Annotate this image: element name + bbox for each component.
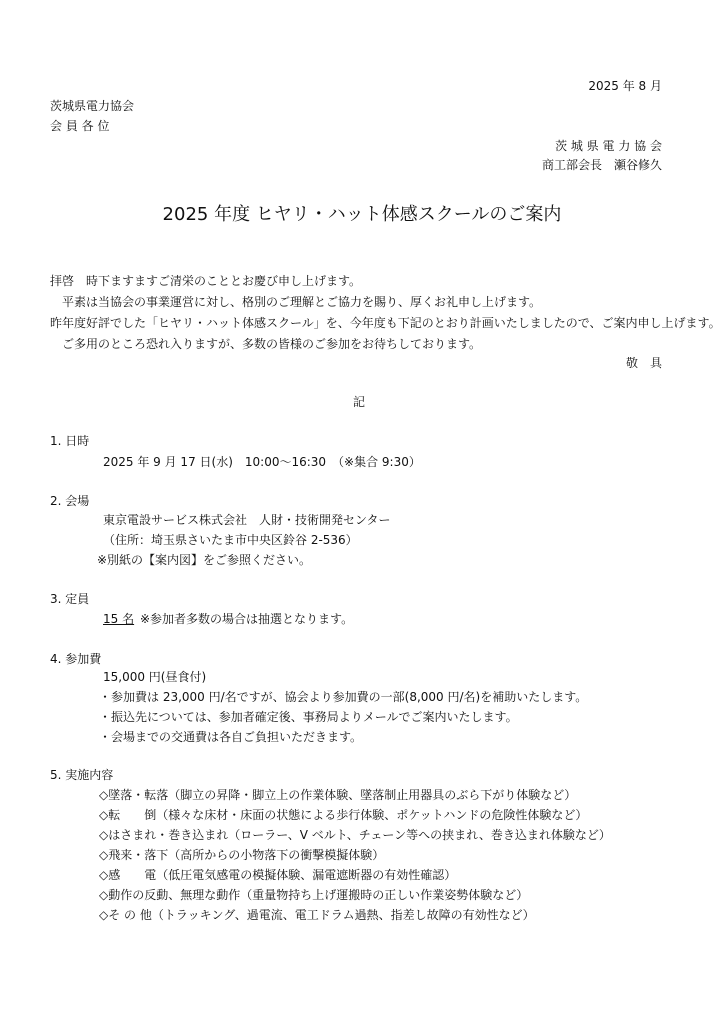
greeting-line-3: 昨年度好評でした「ヒヤリ・ハット体感スクール」を、今年度も下記のとおり計画いたしましたので、ご案内申し上げます。 xyxy=(50,316,721,330)
venue-note: ※別紙の【案内図】をご参照ください。 xyxy=(97,553,312,567)
content-item: ◇そ の 他（トラッキング、過電流、電工ドラム過熱、指差し故障の有効性など） xyxy=(99,908,535,922)
section-datetime-heading: 1. 日時 xyxy=(50,434,90,448)
recipient-org: 茨城県電力協会 xyxy=(50,99,135,113)
capacity-count: 15 名 xyxy=(103,612,135,626)
ki-mark: 記 xyxy=(353,395,366,409)
fee-amount: 15,000 円(昼食付) xyxy=(103,670,207,684)
greeting-line-4: ご多用のところ恐れ入りますが、多数の皆様のご参加をお待ちしております。 xyxy=(50,337,482,351)
content-item: ◇動作の反動、無理な動作（重量物持ち上げ運搬時の正しい作業姿勢体験など） xyxy=(99,888,529,902)
section-content-heading: 5. 実施内容 xyxy=(50,768,114,782)
greeting-line-1: 拝啓 時下ますますご清栄のこととお慶び申し上げます。 xyxy=(50,274,362,288)
datetime-value: 2025 年 9 月 17 日(水) 10:00～16:30 （※集合 9:30） xyxy=(103,455,421,469)
sender-person: 商工部会長 瀬谷修久 xyxy=(541,158,662,172)
section-venue-heading: 2. 会場 xyxy=(50,494,90,508)
sender-org: 茨 城 県 電 力 協 会 xyxy=(555,139,662,153)
greeting-line-2: 平素は当協会の事業運営に対し、格別のご理解とご協力を賜り、厚くお礼申し上げます。 xyxy=(50,295,542,309)
content-item: ◇はさまれ・巻き込まれ（ローラー、V ベルト、チェーン等への挟まれ、巻き込まれ体験など） xyxy=(99,828,611,842)
document-title: 2025 年度 ヒヤリ・ハット体感スクールのご案内 xyxy=(162,204,562,225)
section-fee-heading: 4. 参加費 xyxy=(50,652,102,666)
fee-note-1: ・参加費は 23,000 円/名ですが、協会より参加費の一部(8,000 円/名)を補助いたします。 xyxy=(99,690,588,704)
issue-date: 2025 年 8 月 xyxy=(588,79,662,93)
recipient-members: 会 員 各 位 xyxy=(50,119,110,133)
content-item: ◇転 倒（様々な床材・床面の状態による歩行体験、ポケットハンドの危険性体験など） xyxy=(99,808,588,822)
capacity-note: ※参加者多数の場合は抽選となります。 xyxy=(140,612,354,626)
fee-note-2: ・振込先については、参加者確定後、事務局よりメールでご案内いたします。 xyxy=(99,710,518,724)
venue-address: （住所：埼玉県さいたま市中央区鈴谷 2-536） xyxy=(103,533,358,547)
content-item: ◇感 電（低圧電気感電の模擬体験、漏電遮断器の有効性確認） xyxy=(99,868,457,882)
content-item: ◇墜落・転落（脚立の昇降・脚立上の作業体験、墜落制止用器具のぶら下がり体験など） xyxy=(99,788,577,802)
closing: 敬 具 xyxy=(625,356,662,370)
venue-name: 東京電設サービス株式会社 人財・技術開発センター xyxy=(103,513,391,527)
content-item: ◇飛来・落下（高所からの小物落下の衝撃模擬体験） xyxy=(99,848,385,862)
fee-note-3: ・会場までの交通費は各自ご負担いただきます。 xyxy=(99,730,363,744)
section-capacity-heading: 3. 定員 xyxy=(50,592,90,606)
